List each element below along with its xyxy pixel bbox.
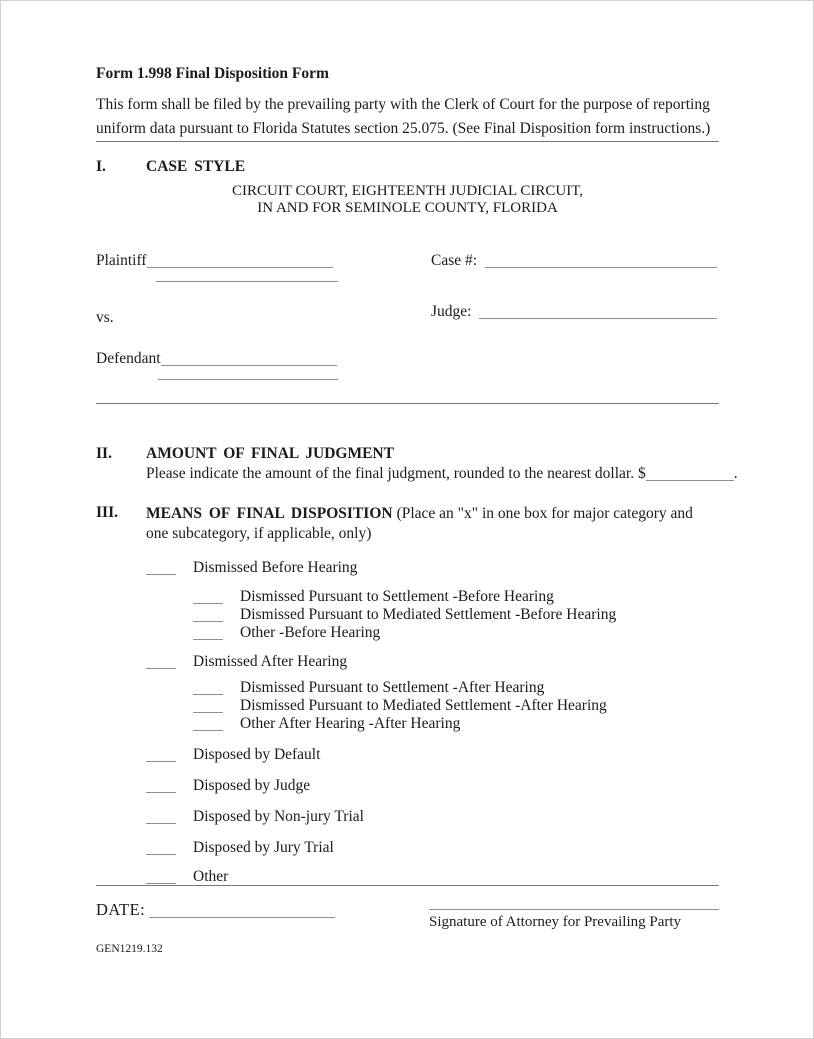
defendant-label: Defendant	[96, 350, 161, 368]
section-heading-text	[146, 504, 719, 544]
plaintiff-line-2[interactable]	[156, 281, 338, 282]
checkbox-line[interactable]	[193, 681, 223, 695]
option-label: Other After Hearing -After Hearing	[240, 715, 461, 733]
option-label: Dismissed Pursuant to Settlement -Before Hearing	[240, 588, 554, 606]
plaintiff-label: Plaintiff	[96, 252, 147, 270]
horizontal-rule	[96, 885, 719, 886]
checkbox-line[interactable]	[193, 608, 223, 622]
court-line-1: CIRCUIT COURT, EIGHTEENTH JUDICIAL CIRCUIT,	[231, 183, 583, 200]
case-style-block	[96, 251, 721, 403]
option-label: Disposed by Non-jury Trial	[193, 808, 364, 826]
section-number: III.	[96, 504, 118, 522]
case-number-label: Case #:	[431, 252, 478, 270]
option-dismissed-settlement-after	[193, 678, 719, 696]
checkbox-line[interactable]	[146, 779, 176, 793]
option-label: Disposed by Jury Trial	[193, 839, 334, 857]
section-title: MEANS OF FINAL DISPOSITION	[146, 505, 393, 523]
section-number: II.	[96, 445, 112, 463]
signature-label: Signature of Attorney for Prevailing Party	[429, 914, 682, 931]
option-dismissed-mediated-before	[193, 605, 719, 623]
option-dismissed-after-hearing	[146, 652, 719, 670]
checkbox-line[interactable]	[146, 810, 176, 824]
amount-line[interactable]	[646, 467, 734, 481]
form-code: GEN1219.132	[96, 943, 163, 956]
section-case-style-heading	[96, 158, 719, 176]
case-number-line[interactable]	[485, 254, 717, 268]
checkbox-line[interactable]	[193, 626, 223, 640]
vs-label: vs.	[96, 309, 114, 327]
checkbox-line[interactable]	[146, 561, 176, 575]
checkbox-line[interactable]	[193, 717, 223, 731]
date-line[interactable]	[149, 904, 335, 918]
option-label: Dismissed Pursuant to Settlement -After Hearing	[240, 679, 545, 697]
option-other-after-hearing	[193, 714, 719, 732]
defendant-row	[96, 349, 337, 368]
option-dismissed-settlement-before	[193, 587, 719, 605]
plaintiff-row	[96, 251, 333, 270]
judge-line[interactable]	[479, 305, 717, 319]
court-name	[96, 183, 719, 217]
option-label: Dismissed Pursuant to Mediated Settlement -After Hearing	[240, 697, 607, 715]
option-disposed-by-jury-trial	[146, 838, 719, 856]
option-label: Disposed by Default	[193, 746, 321, 764]
option-other	[146, 867, 719, 885]
plaintiff-line[interactable]	[147, 254, 333, 268]
section-disposition-heading	[96, 504, 719, 544]
section-title: AMOUNT OF FINAL JUDGMENT	[146, 445, 394, 463]
option-label: Other	[193, 868, 229, 886]
option-label: Other -Before Hearing	[240, 624, 381, 642]
form-intro: This form shall be filed by the prevailing party with the Clerk of Court for the purpose of reporting uniform data pursuant to Florida Statutes section 25.075. (See Final Disposition form instructions.)	[96, 96, 711, 138]
date-row	[96, 900, 338, 931]
form-title: Form 1.998 Final Disposition Form	[96, 65, 329, 82]
disposition-options	[96, 558, 719, 885]
amount-text: Please indicate the amount of the final judgment, rounded to the nearest dollar. $	[146, 465, 646, 483]
judge-row	[431, 302, 717, 321]
amount-instruction	[146, 464, 738, 483]
option-disposed-by-non-jury-trial	[146, 807, 719, 825]
defendant-line[interactable]	[161, 352, 337, 366]
case-number-row	[431, 251, 717, 270]
section-title: CASE STYLE	[146, 158, 246, 176]
checkbox-line[interactable]	[193, 590, 223, 604]
horizontal-rule	[96, 141, 719, 142]
date-signature-row	[96, 900, 719, 931]
section-amount-heading	[96, 445, 719, 463]
option-other-before-hearing	[193, 623, 719, 641]
checkbox-line[interactable]	[146, 655, 176, 669]
option-dismissed-mediated-after	[193, 696, 719, 714]
court-line-2: IN AND FOR SEMINOLE COUNTY, FLORIDA	[257, 200, 558, 217]
checkbox-line[interactable]	[146, 748, 176, 762]
signature-block	[429, 900, 719, 931]
date-label: DATE:	[96, 900, 146, 920]
signature-line[interactable]	[429, 909, 719, 910]
option-label: Dismissed Pursuant to Mediated Settlement -Before Hearing	[240, 606, 617, 624]
amount-period: .	[733, 465, 738, 483]
checkbox-line[interactable]	[146, 870, 176, 884]
option-label: Dismissed Before Hearing	[193, 559, 358, 577]
option-label: Dismissed After Hearing	[193, 653, 348, 671]
section-instructions: (Place an "x" in one box for major category and one subcategory, if applicable, only)	[146, 505, 693, 543]
option-disposed-by-default	[146, 745, 719, 763]
checkbox-line[interactable]	[146, 841, 176, 855]
option-disposed-by-judge	[146, 776, 719, 794]
option-label: Disposed by Judge	[193, 777, 311, 795]
defendant-line-2[interactable]	[158, 379, 338, 380]
checkbox-line[interactable]	[193, 699, 223, 713]
section-number: I.	[96, 158, 106, 176]
horizontal-rule	[96, 403, 719, 404]
judge-label: Judge:	[431, 303, 472, 321]
option-dismissed-before-hearing	[146, 558, 719, 576]
